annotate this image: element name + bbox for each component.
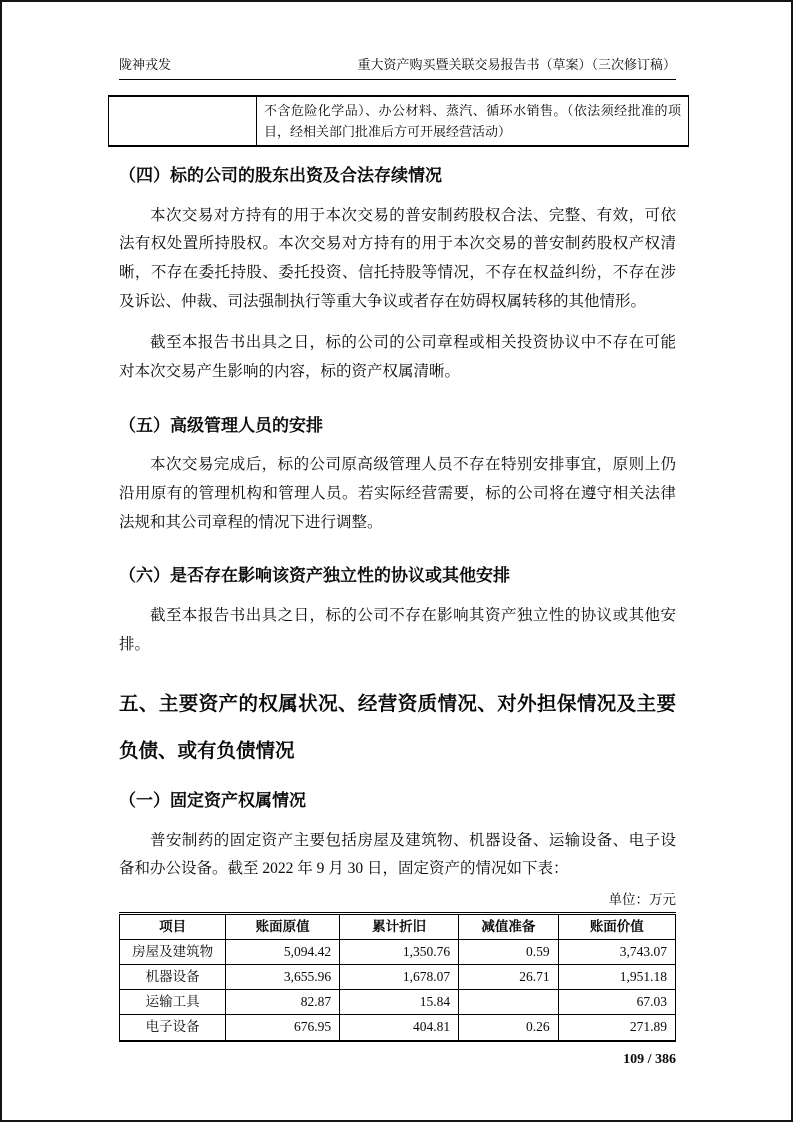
table-header-row — [120, 913, 676, 939]
table-cell: 1,350.76 — [340, 939, 459, 964]
table-cell: 404.81 — [340, 1015, 459, 1041]
table-cell: 运输工具 — [120, 990, 226, 1015]
running-header — [119, 56, 676, 80]
table-cell: 67.03 — [558, 990, 675, 1015]
chapter-five-title: 五、主要资产的权属状况、经营资质情况、对外担保情况及主要负债、或有负债情况 — [119, 693, 676, 763]
table-cell: 房屋及建筑物 — [120, 939, 226, 964]
table-header-original-value: 账面原值 — [226, 913, 340, 939]
subsection-one-title: （一）固定资产权属情况 — [119, 791, 306, 810]
table-cell: 1,678.07 — [340, 964, 459, 989]
table-cell: 676.95 — [226, 1015, 340, 1041]
table-cell: 271.89 — [558, 1015, 675, 1041]
table-row — [109, 96, 689, 146]
continued-table-empty-cell — [109, 96, 257, 146]
continued-table-text-cell: 不含危险化学品）、办公材料、蒸汽、循环水销售。（依法须经批准的项目，经相关部门批准后方可开展经营活动） — [257, 96, 689, 146]
section-five-paragraph-1: 本次交易完成后，标的公司原高级管理人员不存在特别安排事宜，原则上仍沿用原有的管理机构和管理人员。若实际经营需要，标的公司将在遵守相关法律法规和其公司章程的情况下进行调整。 — [119, 456, 676, 531]
table-row-machinery — [120, 964, 676, 989]
section-six-paragraph-1: 截至本报告书出具之日，标的公司不存在影响其资产独立性的协议或其他安排。 — [119, 607, 676, 653]
table-cell: 3,743.07 — [558, 939, 675, 964]
table-header-accumulated-depreciation: 累计折旧 — [340, 913, 459, 939]
table-cell: 26.71 — [459, 964, 559, 989]
section-four-title: （四）标的公司的股东出资及合法存续情况 — [119, 166, 442, 186]
table-header-item: 项目 — [120, 913, 226, 939]
subsection-one-paragraph-1: 普安制药的固定资产主要包括房屋及建筑物、机器设备、运输设备、电子设备和办公设备。截至 2022 年 9 月 30 日，固定资产的情况如下表： — [119, 831, 676, 878]
page-number: 109 / 386 — [623, 1051, 676, 1067]
table-header-book-value: 账面价值 — [558, 913, 675, 939]
table-cell: 0.26 — [459, 1015, 559, 1041]
section-four-paragraph-1: 本次交易对方持有的用于本次交易的普安制药股权合法、完整、有效，可依法有权处置所持股权。本次交易对方持有的用于本次交易的普安制药股权产权清晰，不存在委托持股、委托投资、信托持股等情况，不存在权益纠纷，不存在涉及诉讼、仲裁、司法强制执行等重大争议或者存在妨碍权属转移的其他情形。 — [119, 206, 676, 310]
table-cell: 82.87 — [226, 990, 340, 1015]
section-four-paragraph-2: 截至本报告书出具之日，标的公司的公司章程或相关投资协议中不存在可能对本次交易产生影响的内容，标的资产权属清晰。 — [119, 334, 676, 381]
table-row-buildings — [120, 939, 676, 964]
table-cell: 3,655.96 — [226, 964, 340, 989]
table-cell: 1,951.18 — [558, 964, 675, 989]
section-five-title: （五）高级管理人员的安排 — [119, 415, 323, 435]
table-cell: 机器设备 — [120, 964, 226, 989]
table-cell: 15.84 — [340, 990, 459, 1015]
table-cell: 电子设备 — [120, 1015, 226, 1041]
continued-table — [108, 95, 689, 147]
table-cell: 0.59 — [459, 939, 559, 964]
table-row-electronics — [120, 1015, 676, 1041]
section-six-title: （六）是否存在影响该资产独立性的协议或其他安排 — [119, 566, 510, 586]
table-cell — [459, 990, 559, 1015]
table-header-impairment: 减值准备 — [459, 913, 559, 939]
table-cell: 5,094.42 — [226, 939, 340, 964]
header-document-title: 重大资产购买暨关联交易报告书（草案）（三次修订稿） — [357, 57, 676, 72]
fixed-asset-table — [119, 912, 676, 1042]
header-company-name: 陇神戎发 — [119, 57, 172, 72]
table-row-transport — [120, 990, 676, 1015]
table-unit-label: 单位：万元 — [608, 891, 676, 907]
